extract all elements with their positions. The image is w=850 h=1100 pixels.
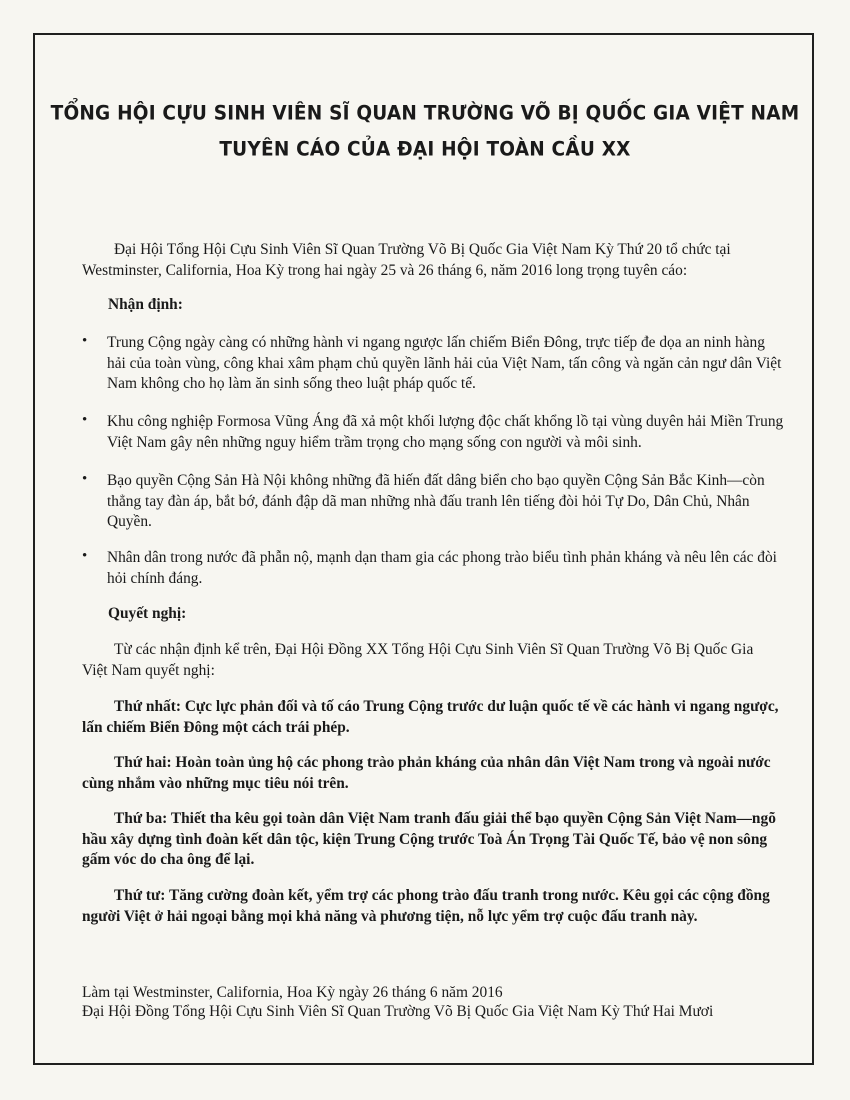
resolution-item: Thứ nhất: Cực lực phản đối và tố cáo Trung Cộng trước dư luận quốc tế về các hành vi ngang ngược, lấn chiếm Biển Đông một cách trái phép. — [82, 698, 779, 736]
resolution-item: Thứ hai: Hoàn toàn ủng hộ các phong trào phản kháng của nhân dân Việt Nam trong và ngoài nước cùng nhắm vào những mục tiêu nói trên. — [82, 754, 771, 792]
bullet-marker: • — [82, 471, 88, 487]
intro-paragraph: Đại Hội Tổng Hội Cựu Sinh Viên Sĩ Quan Trường Võ Bị Quốc Gia Việt Nam Kỳ Thứ 20 tổ chức tại Westminster, California, Hoa Kỳ trong hai ngày 25 và 26 tháng 6, năm 2016 long trọng tuyên cáo: — [82, 241, 731, 279]
observation-item: Nhân dân trong nước đã phẫn nộ, mạnh dạn tham gia các phong trào biểu tình phản kháng và nêu lên các đòi hỏi chính đáng. — [107, 549, 777, 587]
resolution-item: Thứ tư: Tăng cường đoàn kết, yểm trợ các phong trào đấu tranh trong nước. Kêu gọi các cộng đồng người Việt ở hải ngoại bằng mọi khả năng và phương tiện, nỗ lực yểm trợ cuộc đấu tranh này. — [82, 887, 770, 925]
bullet-marker: • — [82, 412, 88, 428]
observation-item: Trung Cộng ngày càng có những hành vi ngang ngược lấn chiếm Biển Đông, trực tiếp đe dọa an ninh hàng hải của toàn vùng, công khai xâm phạm chủ quyền lãnh hải của Việt Nam, tấn công và ngăn cản ngư dân Việt Nam không cho họ làm ăn sinh sống theo luật pháp quốc tế. — [107, 334, 782, 392]
resolutions-intro: Từ các nhận định kể trên, Đại Hội Đồng XX Tổng Hội Cựu Sinh Viên Sĩ Quan Trường Võ Bị Quốc Gia Việt Nam quyết nghị: — [82, 641, 754, 679]
document-title-organization: TỔNG HỘI CỰU SINH VIÊN SĨ QUAN TRƯỜNG VÕ BỊ QUỐC GIA VIỆT NAM — [50, 102, 800, 125]
signature-place-date: Làm tại Westminster, California, Hoa Kỳ ngày 26 tháng 6 năm 2016 — [82, 984, 503, 1001]
observation-item: Khu công nghiệp Formosa Vũng Áng đã xả một khối lượng độc chất khổng lồ tại vùng duyên hải Miền Trung Việt Nam gây nên những nguy hiểm trầm trọng cho mạng sống con người và môi sinh. — [107, 413, 784, 451]
observation-item: Bạo quyền Cộng Sản Hà Nội không những đã hiến đất dâng biển cho bạo quyền Cộng Sản Bắc Kinh—còn thẳng tay đàn áp, bắt bớ, đánh đập dã man những nhà đấu tranh lên tiếng đòi hỏi Tự Do, Dân Chủ, Nhân Quyền. — [107, 472, 765, 530]
resolution-item: Thứ ba: Thiết tha kêu gọi toàn dân Việt Nam tranh đấu giải thể bạo quyền Cộng Sản Việt Nam—ngõ hầu xây dựng tình đoàn kết dân tộc, kiện Trung Cộng trước Toà Án Trọng Tài Quốc Tế, bảo vệ non sông gấm vóc do cha ông để lại. — [82, 810, 776, 868]
resolutions-heading: Quyết nghị: — [108, 605, 187, 622]
signature-body: Đại Hội Đồng Tổng Hội Cựu Sinh Viên Sĩ Quan Trường Võ Bị Quốc Gia Việt Nam Kỳ Thứ Hai Mươi — [82, 1003, 714, 1020]
bullet-marker: • — [82, 548, 88, 564]
bullet-marker: • — [82, 333, 88, 349]
observations-heading: Nhận định: — [108, 296, 183, 313]
document-title-declaration: TUYÊN CÁO CỦA ĐẠI HỘI TOÀN CẦU XX — [219, 138, 631, 161]
